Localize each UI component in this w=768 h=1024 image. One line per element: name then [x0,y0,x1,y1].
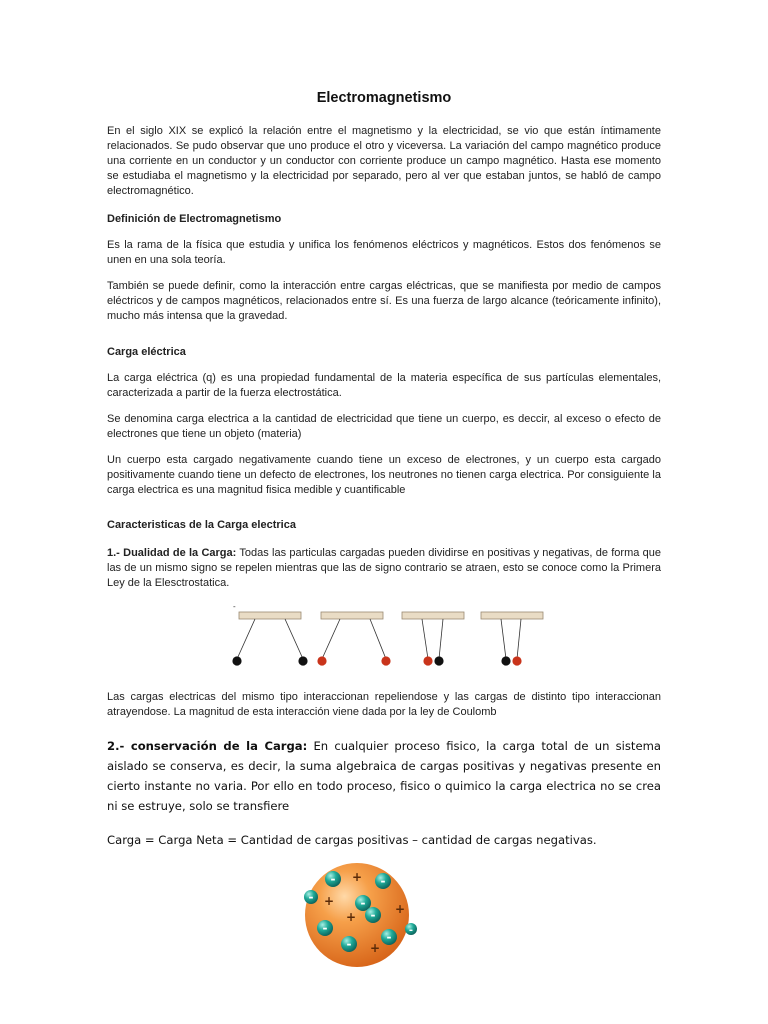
thread [237,619,255,659]
svg-text:-: - [370,908,376,922]
svg-text:-: - [346,937,352,951]
paragraph: También se puede definir, como la interacción entre cargas eléctricas, que se manifiesta por medio de campos eléctricos y de campos magnéticos, relacionados entre sí. Es una fuerza de largo alcance (teóricamente infinito), mucho más intensa que la gravedad. [107,280,661,322]
paragraph: La carga eléctrica (q) es una propiedad fundamental de la materia específica de sus partículas elementales, caracterizada a partir de la fuerza electrostática. [107,372,661,399]
support-bar [402,612,464,619]
plus-sign: + [345,910,357,924]
electron [381,929,397,945]
section-definicion [107,212,661,324]
item-label: 2.- conservación de la Carga: [107,739,308,753]
charges-diagram [225,600,555,676]
section-heading: Caracteristicas de la Carga electrica [107,519,296,531]
section-caracteristicas [107,518,661,591]
plus-sign: + [394,902,406,916]
charge-ball-black [298,656,307,665]
item-label: 1.- Dualidad de la Carga: [107,547,237,559]
paragraph: Se denomina carga electrica a la cantidad de electricidad que tiene un cuerpo, es deccir, al exceso o efecto de electrones que tiene un objeto (materia) [107,413,661,440]
thread [285,619,303,659]
svg-text:-: - [308,890,314,904]
thread [439,619,443,659]
charge-ball-red [423,656,432,665]
pair-repel-red [317,612,390,666]
svg-text:-: - [360,896,366,910]
support-bar [239,612,301,619]
electron [375,873,391,889]
thread [370,619,386,659]
plus-sign: + [323,894,335,908]
item-text: En cualquier proceso fisico, la carga total de un sistema aislado se conserva, es decir, la suma algebraica de cargas positivas y negativas presente en cierto instante no varia. Por ello en todo proceso, fisico o quimico la carga electrica no se crea ni se estruye, solo se transfiere [107,739,661,813]
section-heading: Definición de Electromagnetismo [107,213,282,225]
pair-attract-red-black [402,612,464,666]
item-text: Todas las particulas cargadas pueden dividirse en positivas y negativas, de forma que las de un mismo signo se repelen mientras que las de signo contrario se atraen, esto se conoce como la Primera Ley de la Elesctrostatica. [107,547,661,589]
charge-ball-red [381,656,390,665]
document-title: Electromagnetismo [316,90,452,106]
electron [325,871,341,887]
characteristic-item-2 [107,736,661,816]
svg-text:-: - [330,872,336,886]
electron [317,920,333,936]
svg-text:-: - [386,930,392,944]
section-heading: Carga eléctrica [107,346,186,358]
charged-sphere-figure [300,860,420,972]
intro-paragraph: En el siglo XIX se explicó la relación entre el magnetismo y la electricidad, se vio que están íntimamente relacionados. Se pudo observar que uno produce el otro y viceversa. La variación del campo magnético produce una corriente en un conductor y un conductor con corriente produce un campo magnético. Hasta ese momento se estudiaba el magnetismo y la electricidad por separado, pero al ver que estaban juntos, se habló de campo electromagnético. [107,125,661,197]
pair-attract-black-red [481,612,543,666]
pair-repel-black [232,612,307,666]
thread [422,619,428,659]
charge-ball-black [232,656,241,665]
electron [365,907,381,923]
charge-ball-black [501,656,510,665]
electron [341,936,357,952]
plus-sign: + [351,870,363,884]
characteristic-item-1 [107,546,661,591]
charge-ball-black [434,656,443,665]
charge-ball-red [317,656,326,665]
charge-ball-red [512,656,521,665]
figure-mark: - [233,602,236,611]
svg-text:-: - [408,925,414,936]
section-carga [107,345,661,498]
paragraph: Es la rama de la física que estudia y unifica los fenómenos eléctricos y magnéticos. Estos dos fenómenos se unen en una sola teoría. [107,239,661,266]
paragraph: Un cuerpo esta cargado negativamente cuando tiene un exceso de electrones, y un cuerpo esta cargado positivamente cuando tiene un defecto de electrones, los neutrones no tienen carga electrica. Por consiguiente la carga electrica es una magnitud fisica medible y cuantificable [107,454,661,496]
electron [405,923,417,936]
after-figure-paragraph: Las cargas electricas del mismo tipo interaccionan repeliendose y las cargas de distinto tipo interaccionan atrayendose. La magnitud de esta interacción viene dada por la ley de Coulomb [107,691,661,718]
thread [322,619,340,659]
svg-text:-: - [380,874,386,888]
svg-text:-: - [322,921,328,935]
electron [304,890,318,904]
support-bar [481,612,543,619]
thread [517,619,521,659]
plus-sign: + [369,941,381,955]
thread [501,619,506,659]
formula-line: Carga = Carga Neta = Cantidad de cargas positivas – cantidad de cargas negativas. [107,833,597,847]
support-bar [321,612,383,619]
